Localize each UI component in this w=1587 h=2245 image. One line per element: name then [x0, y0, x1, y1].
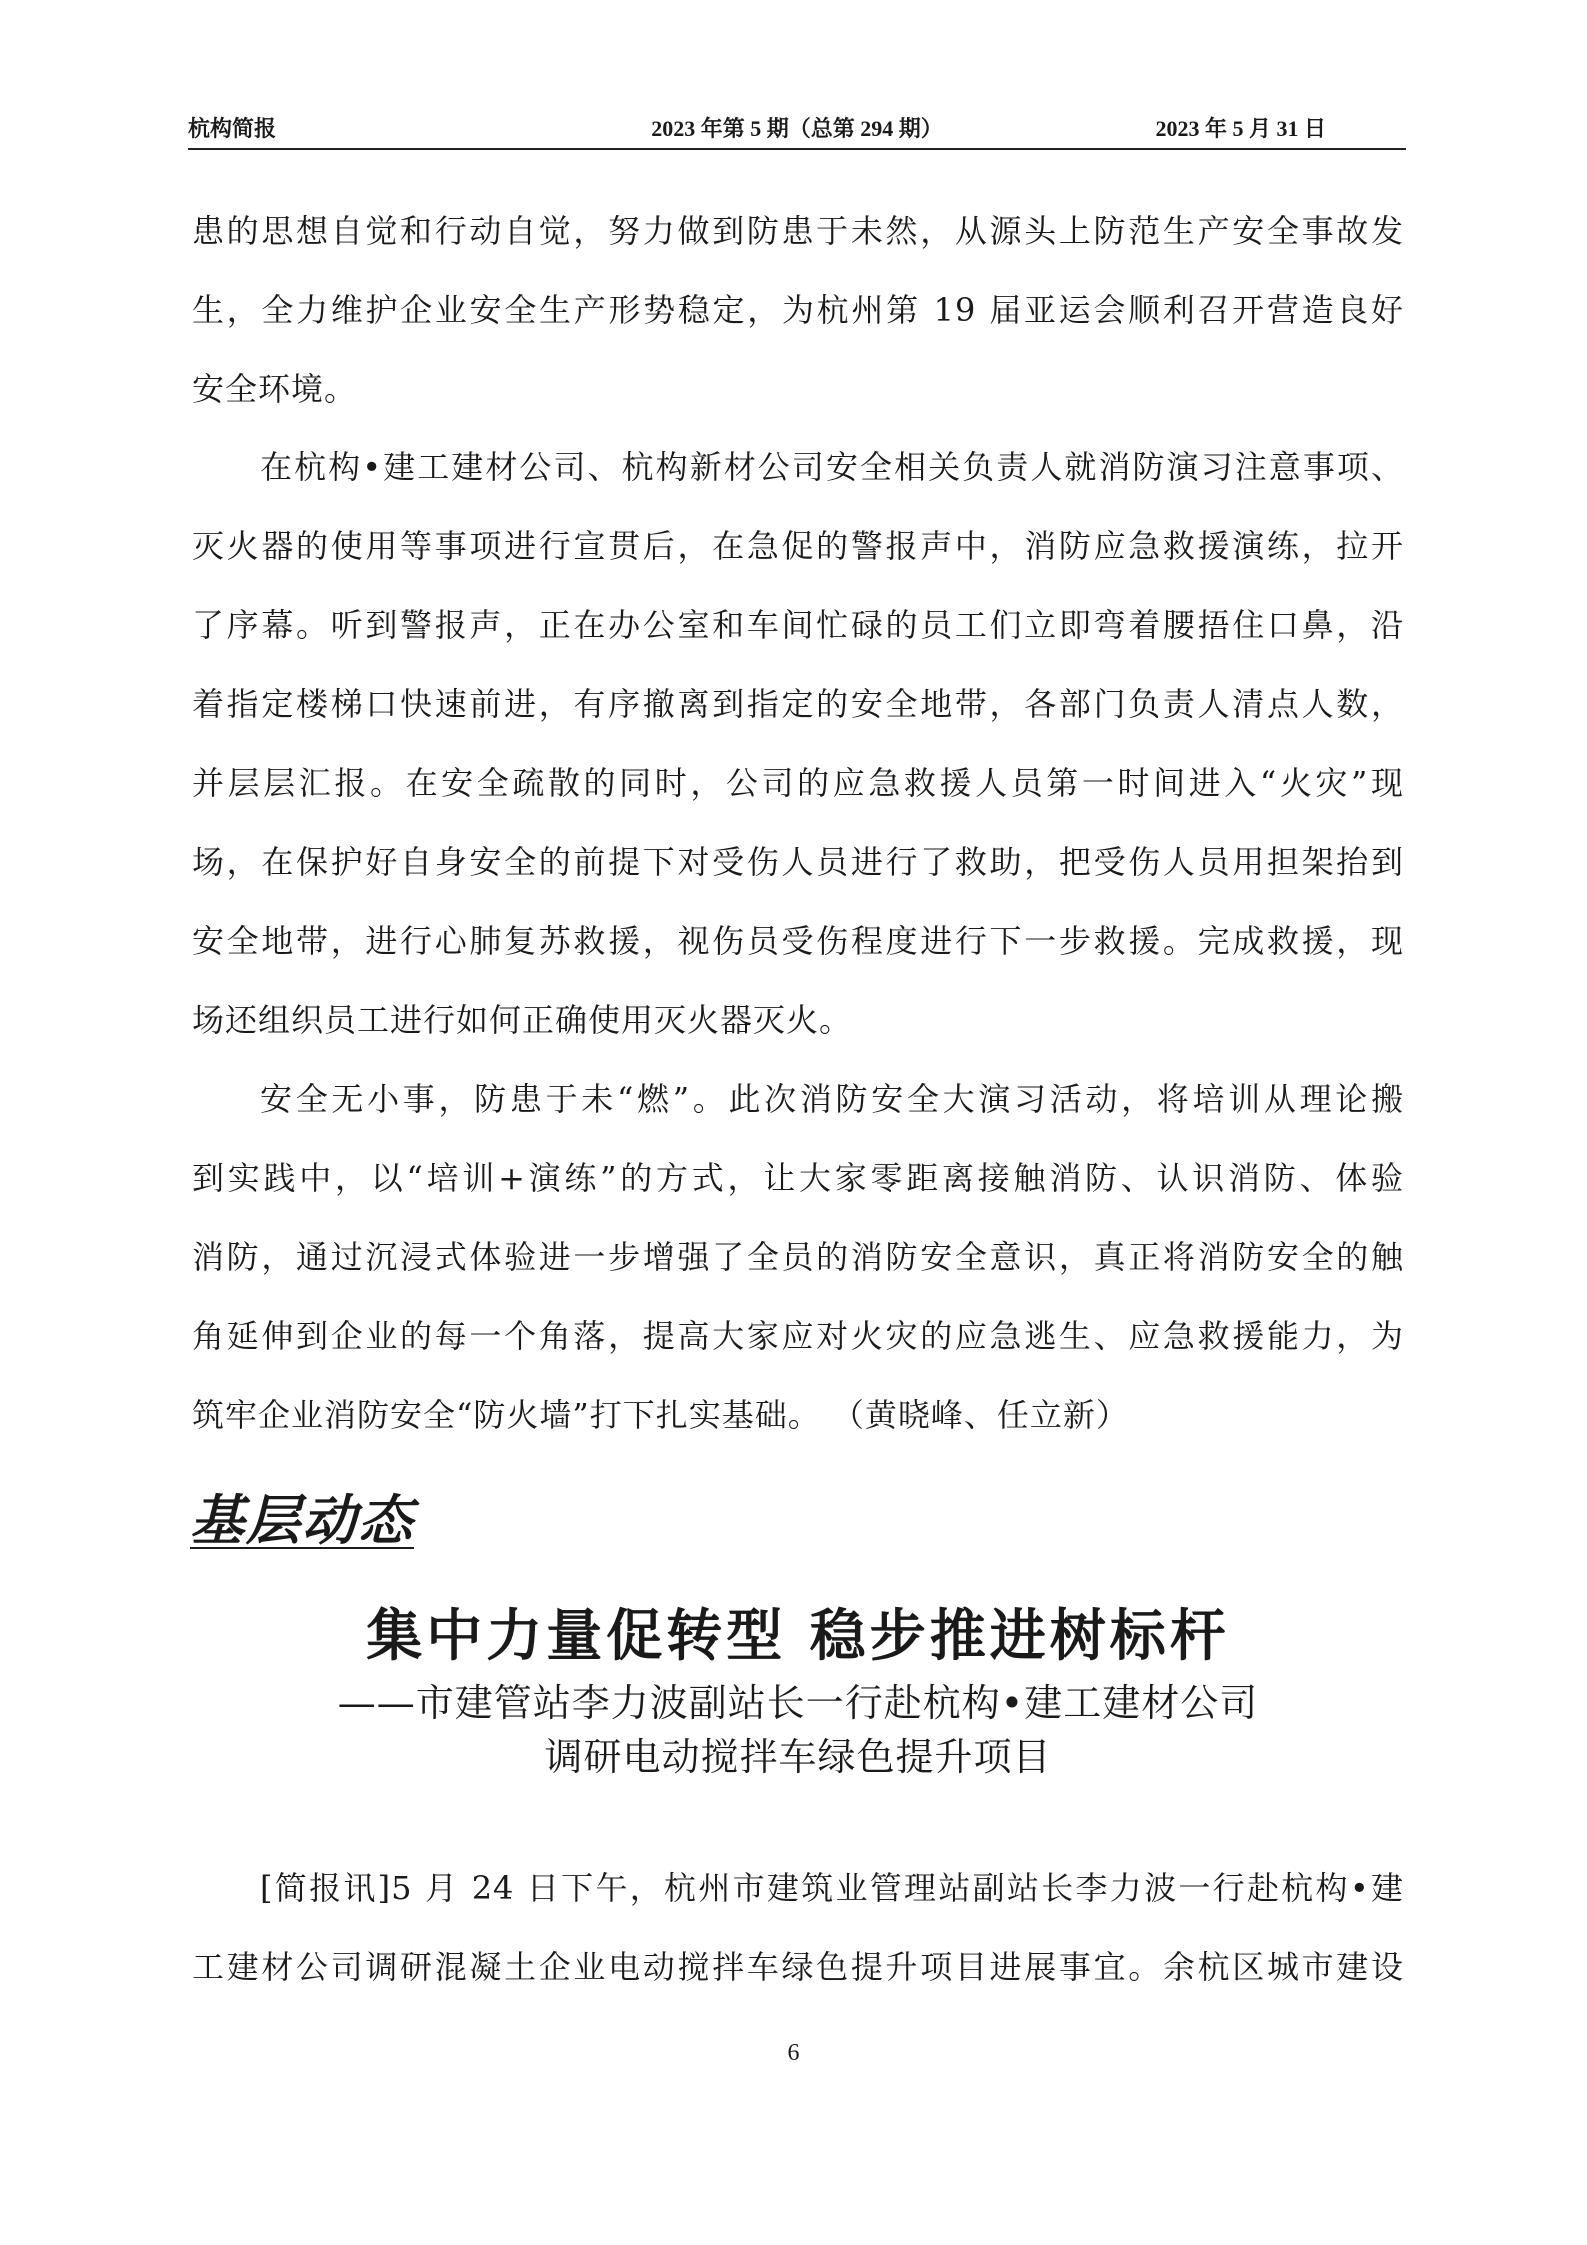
paragraph-4 [192, 1849, 1404, 2007]
paragraph-line: 生，全力维护企业安全生产形势稳定，为杭州第 19 届亚运会顺利召开营造良好 [192, 291, 1404, 329]
paragraph-line: 安全地带，进行心肺复苏救援，视伤员受伤程度进行下一步救援。完成救援，现 [192, 922, 1404, 960]
paragraph-closing-line [192, 1376, 1404, 1455]
header-publication: 杭构简报 [188, 116, 277, 141]
paragraph-line: 患的思想自觉和行动自觉，努力做到防患于未然，从源头上防范生产安全事故发 [192, 212, 1404, 250]
paragraph-line: 安全无小事，防患于未“燃”。此次消防安全大演习活动，将培训从理论搬 [260, 1080, 1404, 1118]
article-subheadline: 调研电动搅拌车绿色提升项目 [544, 1735, 1052, 1779]
paragraph-line: 在杭构•建工建材公司、杭构新材公司安全相关负责人就消防演习注意事项、 [260, 448, 1404, 486]
page-number: 6 [787, 2040, 800, 2066]
paragraph-line: 安全环境。 [192, 370, 358, 408]
paragraph-line: 筑牢企业消防安全“防火墙”打下扎实基础。 [192, 1396, 821, 1434]
paragraph-line: 了序幕。听到警报声，正在办公室和车间忙碌的员工们立即弯着腰捂住口鼻，沿 [192, 606, 1404, 644]
paragraph-line: 灭火器的使用等事项进行宣贯后，在急促的警报声中，消防应急救援演练，拉开 [192, 527, 1404, 565]
page-header [188, 112, 1406, 150]
paragraph-2 [192, 428, 1404, 1060]
paragraph-line: 角延伸到企业的每一个角落，提高大家应对火灾的应急逃生、应急救援能力，为 [192, 1317, 1404, 1355]
author-signature: （黄晓峰、任立新） [831, 1396, 1129, 1434]
paragraph-line: 消防，通过沉浸式体验进一步增强了全员的消防安全意识，真正将消防安全的触 [192, 1238, 1404, 1276]
header-date: 2023 年 5 月 31 日 [1155, 116, 1326, 141]
paragraph-line: 场，在保护好自身安全的前提下对受伤人员进行了救助，把受伤人员用担架抬到 [192, 843, 1404, 881]
paragraph-1 [192, 192, 1404, 429]
article-headline: 集中力量促转型 稳步推进树标杆 [366, 1604, 1230, 1669]
paragraph-line: [简报讯]5 月 24 日下午，杭州市建筑业管理站副站长李力波一行赴杭构•建 [260, 1869, 1404, 1907]
paragraph-line: 并层层汇报。在安全疏散的同时，公司的应急救援人员第一时间进入“火灾”现 [192, 764, 1404, 802]
paragraph-line: 场还组织员工进行如何正确使用灭火器灭火。 [192, 1001, 853, 1039]
paragraph-line: 工建材公司调研混凝土企业电动搅拌车绿色提升项目进展事宜。余杭区城市建设 [192, 1948, 1404, 1986]
paragraph-line: 着指定楼梯口快速前进，有序撤离到指定的安全地带，各部门负责人清点人数， [192, 685, 1404, 723]
section-title: 基层动态 [190, 1488, 414, 1552]
paragraph-line: 到实践中，以“培训+演练”的方式，让大家零距离接触消防、认识消防、体验 [192, 1159, 1404, 1197]
article-subheadline: ——市建管站李力波副站长一行赴杭构•建工建材公司 [337, 1681, 1259, 1725]
header-issue: 2023 年第 5 期（总第 294 期） [651, 116, 943, 141]
paragraph-3 [192, 1060, 1404, 1455]
